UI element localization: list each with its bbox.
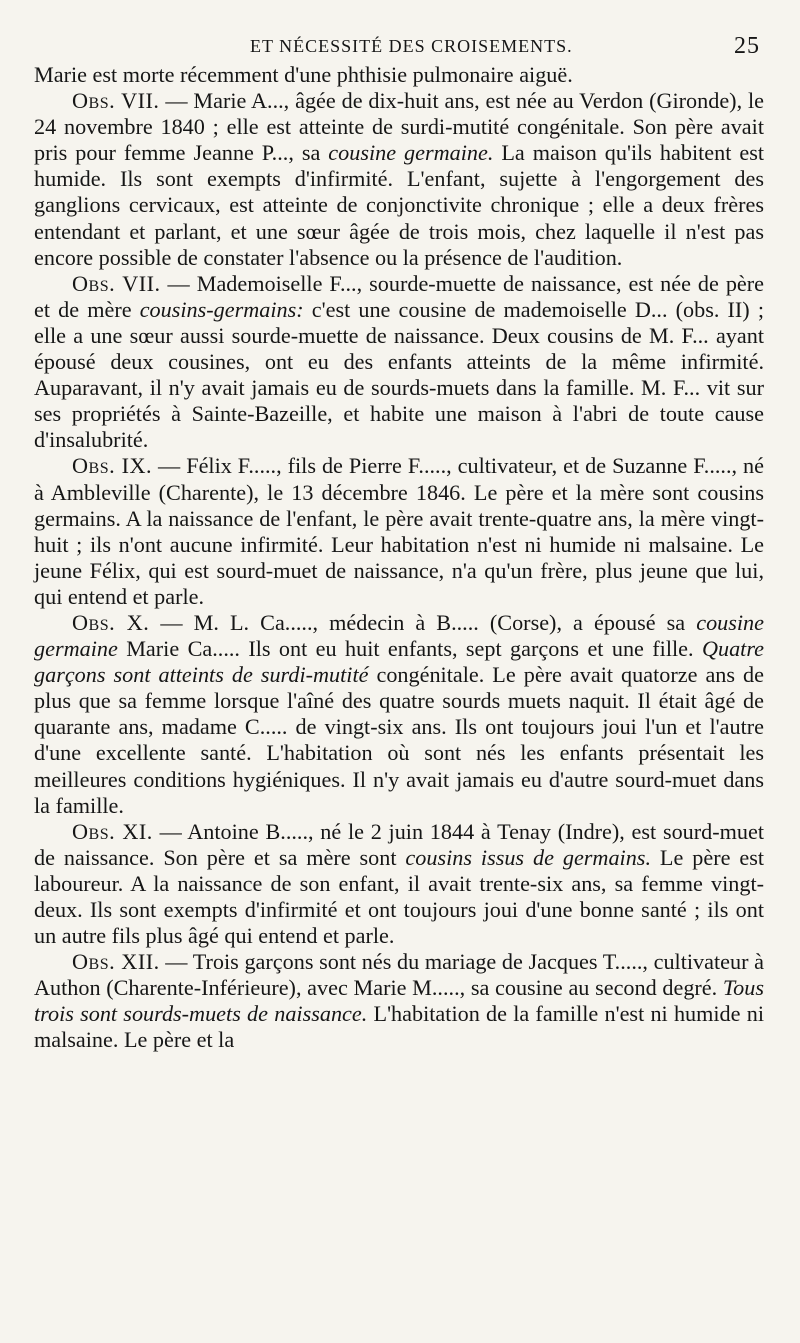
paragraph [34, 453, 764, 610]
text-run: — Marie A..., âgée de dix-huit ans, est née au Verdon (Gironde), le 24 novembre 1840 ; elle est atteinte de surdi-mutité congénitale. Son père avait pris pour femme Jeanne P..., sa [34, 88, 764, 166]
italic-text: cousins issus de germains. [405, 844, 651, 870]
observation-label: Obs. XI. [72, 818, 153, 844]
paragraph [34, 271, 764, 454]
italic-text: cousine germaine [34, 609, 764, 662]
paragraph [34, 819, 764, 949]
observation-label: Obs. X. [72, 609, 150, 635]
text-run: Le père est laboureur. A la naissance de son enfant, il avait trente-six ans, sa femme vingt-deux. Ils sont exempts d'infirmité et ont toujours joui d'une bonne santé ; ils ont un autre fils plus âgé qui entend et parle. [34, 844, 764, 949]
page-header [34, 0, 764, 62]
text-run: congénitale. Le père avait quatorze ans de plus que sa femme lorsque l'aîné des quatre sourds muets naquit. Il était âgé de quarante ans, madame C..... de vingt-six ans. Ils ont toujours joui l'un et l'autre d'une excellente santé. L'habitation où sont nés les enfants présentait les meilleures conditions hygiéniques. Il n'y avait jamais eu d'autre sourd-muet dans la famille. [34, 662, 764, 818]
text-run: Marie Ca..... Ils ont eu huit enfants, sept garçons et une fille. [117, 636, 702, 662]
italic-text: Quatre garçons sont atteints de surdi-mutité [34, 636, 764, 688]
observation-label: Obs. XII. [72, 949, 160, 975]
running-title: ET NÉCESSITÉ DES CROISEMENTS. [250, 36, 573, 56]
text-run: Marie est morte récemment d'une phthisie pulmonaire aiguë. [34, 62, 573, 87]
observation-label: Obs. IX. [72, 453, 153, 479]
italic-text: cousine germaine. [328, 140, 494, 166]
text-run: — Félix F....., fils de Pierre F....., cultivateur, et de Suzanne F....., né à Ambleville (Charente), le 13 décembre 1846. Le père et la mère sont cousins germains. A la naissance de l'enfant, le père avait trente-quatre ans, la mère vingt-huit ; ils n'ont aucune infirmité. Leur habitation n'est ni humide ni malsaine. Le jeune Félix, qui est sourd-muet de naissance, n'a qu'un frère, plus jeune que lui, qui entend et parle. [34, 453, 764, 609]
text-run: — Mademoiselle F..., sourde-muette de naissance, est née de père et de mère [34, 270, 764, 322]
italic-text: cousins-germains: [139, 296, 304, 322]
text-run: La maison qu'ils habitent est humide. Ils sont exempts d'infirmité. L'enfant, sujette à l'engorgement des ganglions cervicaux, est atteinte de conjonctivite chronique ; elle a deux frères entendant et parlant, et une sœur âgée de trois mois, chez laquelle il n'est pas encore possible de constater l'absence ou la présence de l'audition. [34, 140, 764, 270]
text-run: L'habitation de la famille n'est ni humide ni malsaine. Le père et la [34, 1001, 764, 1053]
text-run: c'est une cousine de mademoiselle D... (obs. II) ; elle a une sœur aussi sourde-muette de naissance. Deux cousins de M. F... ayant épousé deux cousines, ont eu des enfants atteints de la même infirmité. Auparavant, il n'y avait jamais eu de sourds-muets dans la famille. M. F... vit sur ses propriétés à Sainte-Bazeille, et habite une maison à l'abri de toute cause d'insalubrité. [34, 296, 764, 453]
page-number: 25 [734, 33, 760, 59]
paragraph [34, 62, 764, 88]
page-body [34, 62, 764, 1054]
paragraph [34, 88, 764, 271]
observation-label: Obs. VII. [72, 88, 160, 114]
paragraph [34, 949, 764, 1053]
observation-label: Obs. VII. [72, 270, 161, 296]
paragraph [34, 610, 764, 819]
italic-text: Tous trois sont sourds-muets de naissance. [34, 975, 764, 1027]
text-run: — Antoine B....., né le 2 juin 1844 à Tenay (Indre), est sourd-muet de naissance. Son père et sa mère sont [34, 818, 764, 870]
text-run: — M. L. Ca....., médecin à B..... (Corse), a épousé sa [149, 609, 697, 635]
text-run: — Trois garçons sont nés du mariage de Jacques T....., cultivateur à Authon (Charente-Inférieure), avec Marie M....., sa cousine au second degré. [34, 949, 764, 1001]
